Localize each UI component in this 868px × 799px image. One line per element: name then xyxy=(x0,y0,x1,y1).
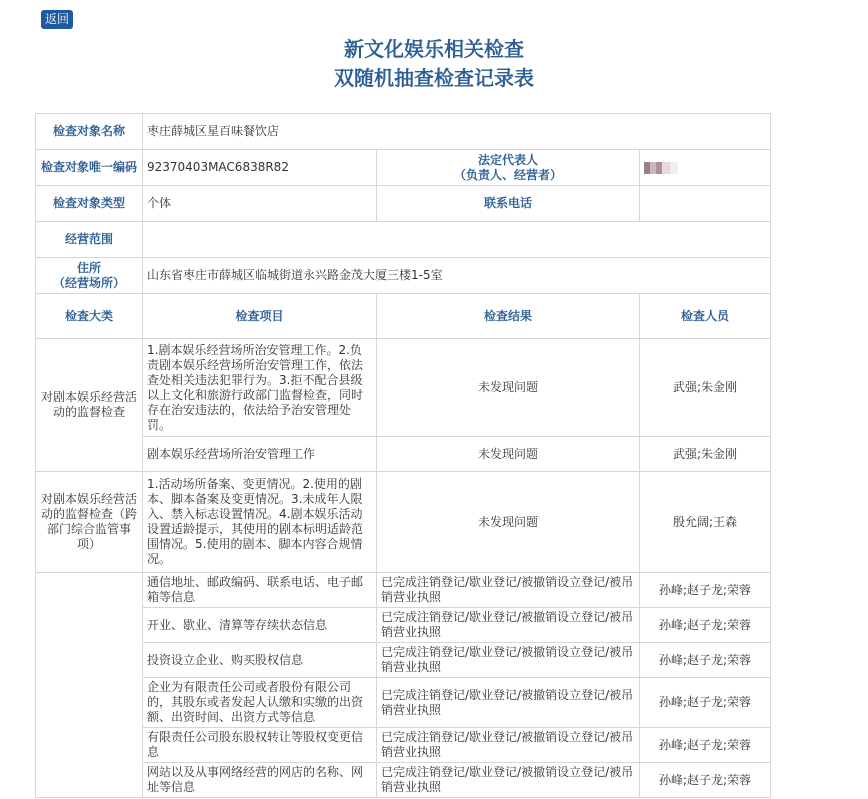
back-button[interactable]: 返回 xyxy=(41,10,73,29)
legal-rep-label-line1: 法定代表人 xyxy=(477,152,538,167)
name-label: 检查对象名称 xyxy=(36,114,143,150)
inspector-cell: 孙峰;赵子龙;荣蓉 xyxy=(640,763,771,798)
scope-value xyxy=(143,222,771,258)
header-result: 检查结果 xyxy=(377,294,640,339)
item-cell: 网站以及从事网络经营的网店的名称、网址等信息 xyxy=(143,763,377,798)
item-cell: 1.剧本娱乐经营场所治安管理工作。2.负责剧本娱乐经营场所治安管理工作，依法查处相关违法犯罪行为。3.拒不配合县级以上文化和旅游行政部门监督检查，同时存在治安违法的，依法给予治安管理处罚。 xyxy=(143,339,377,437)
item-cell: 通信地址、邮政编码、联系电话、电子邮箱等信息 xyxy=(143,573,377,608)
page-title: 新文化娱乐相关检查 xyxy=(344,37,524,61)
table-row xyxy=(36,437,771,472)
scope-label: 经营范围 xyxy=(36,222,143,258)
legal-rep-label-line2: （负责人、经营者） xyxy=(453,167,562,182)
inspector-cell: 孙峰;赵子龙;荣蓉 xyxy=(640,573,771,608)
result-cell: 已完成注销登记/歇业登记/被撤销设立登记/被吊销营业执照 xyxy=(377,678,640,728)
result-cell: 未发现问题 xyxy=(377,472,640,573)
code-label: 检查对象唯一编码 xyxy=(36,150,143,186)
type-label: 检查对象类型 xyxy=(36,186,143,222)
table-row xyxy=(36,339,771,437)
type-value: 个体 xyxy=(143,186,377,222)
item-cell: 投资设立企业、购买股权信息 xyxy=(143,643,377,678)
item-cell: 1.活动场所备案、变更情况。2.使用的剧本、脚本备案及变更情况。3.未成年人限入、禁入标志设置情况。4.剧本娱乐活动设置适龄提示，其使用的剧本标明适龄范围情况。5.使用的剧本、脚本内容合规情况。 xyxy=(143,472,377,573)
legal-rep-label xyxy=(377,150,640,186)
inspector-cell: 孙峰;赵子龙;荣蓉 xyxy=(640,608,771,643)
table-row xyxy=(36,763,771,798)
table-row xyxy=(36,608,771,643)
result-cell: 已完成注销登记/歇业登记/被撤销设立登记/被吊销营业执照 xyxy=(377,608,640,643)
address-label-line2: （经营场所） xyxy=(52,275,125,290)
header-item: 检查项目 xyxy=(143,294,377,339)
code-value: 92370403MAC6838R82 xyxy=(143,150,377,186)
item-cell: 开业、歇业、清算等存续状态信息 xyxy=(143,608,377,643)
address-value: 山东省枣庄市薛城区临城街道永兴路金茂大厦三楼1-5室 xyxy=(143,258,771,294)
legal-rep-value xyxy=(640,150,771,186)
result-cell: 已完成注销登记/歇业登记/被撤销设立登记/被吊销营业执照 xyxy=(377,763,640,798)
inspector-cell: 武强;朱金刚 xyxy=(640,437,771,472)
redacted-mask xyxy=(644,162,678,174)
inspector-cell: 武强;朱金刚 xyxy=(640,339,771,437)
table-row xyxy=(36,678,771,728)
address-label-line1: 住所 xyxy=(76,260,101,275)
inspector-cell: 孙峰;赵子龙;荣蓉 xyxy=(640,643,771,678)
address-label xyxy=(36,258,143,294)
result-cell: 未发现问题 xyxy=(377,339,640,437)
inspector-cell: 孙峰;赵子龙;荣蓉 xyxy=(640,728,771,763)
table-row xyxy=(36,573,771,608)
table-row xyxy=(36,643,771,678)
name-value: 枣庄薛城区星百味餐饮店 xyxy=(143,114,771,150)
inspector-cell: 孙峰;赵子龙;荣蓉 xyxy=(640,678,771,728)
item-cell: 企业为有限责任公司或者股份有限公司的，其股东或者发起人认缴和实缴的出资额、出资时间、出资方式等信息 xyxy=(143,678,377,728)
table-row xyxy=(36,728,771,763)
table-row xyxy=(36,472,771,573)
result-cell: 未发现问题 xyxy=(377,437,640,472)
result-cell: 已完成注销登记/歇业登记/被撤销设立登记/被吊销营业执照 xyxy=(377,573,640,608)
category-cell xyxy=(36,573,143,798)
category-cell: 对剧本娱乐经营活动的监督检查（跨部门综合监管事项） xyxy=(36,472,143,573)
item-cell: 有限责任公司股东股权转让等股权变更信息 xyxy=(143,728,377,763)
inspection-record-table xyxy=(35,113,771,798)
page-subtitle: 双随机抽查检查记录表 xyxy=(334,66,534,90)
header-inspector: 检查人员 xyxy=(640,294,771,339)
phone-label: 联系电话 xyxy=(377,186,640,222)
result-cell: 已完成注销登记/歇业登记/被撤销设立登记/被吊销营业执照 xyxy=(377,728,640,763)
phone-value xyxy=(640,186,771,222)
inspector-cell: 殷允阔;王森 xyxy=(640,472,771,573)
result-cell: 已完成注销登记/歇业登记/被撤销设立登记/被吊销营业执照 xyxy=(377,643,640,678)
category-cell: 对剧本娱乐经营活动的监督检查 xyxy=(36,339,143,472)
header-category: 检查大类 xyxy=(36,294,143,339)
item-cell: 剧本娱乐经营场所治安管理工作 xyxy=(143,437,377,472)
